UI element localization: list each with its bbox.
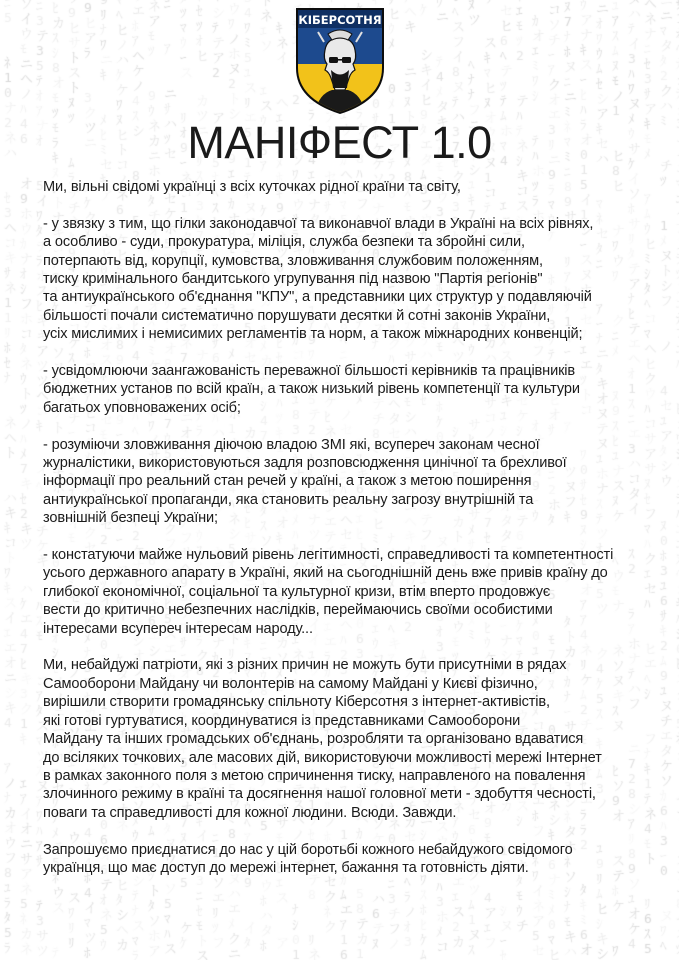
text-line: журналістики, використовуються задля розповсюдження цинічної та брехливої [43, 455, 567, 472]
text-line: інформації про реальний стан речей у країні, а також з метою поширення [43, 473, 532, 490]
text-line: більшості почали систематично порушувати десятки й сотні законів України, [43, 307, 551, 324]
text-line: Майдану та інших громадських об'єднань, розробляти та організовано вдаватися [43, 731, 584, 748]
text-line: Запрошуємо приєднатися до нас у цій боротьбі кожного небайдужого свідомого [43, 841, 573, 858]
text-line: антиукраїнської пропаганди, яка становить реальну загрозу внутрішній та [43, 491, 534, 508]
text-line: глибокої економічної, соціальної та культурної кризи, втім вперто продовжує [43, 583, 551, 600]
text-line: бюджетних установ по всій країн, а також низький рівень компетенції та культури [43, 381, 580, 398]
manifesto-paragraph [43, 841, 675, 878]
manifesto-paragraph [43, 546, 675, 638]
text-line: - розуміючи зловживання діючою владою ЗМІ які, всупереч законам чесної [43, 436, 540, 453]
text-line: багатьох уповноважених осіб; [43, 399, 241, 416]
text-line: до всіляких точкових, але масових дій, використовуючи можливості мережі Інтернет [43, 749, 602, 766]
text-line: усього державного апарату в Україні, який на сьогоднішній день вже привів країну до [43, 565, 608, 582]
text-line: злочинного режиму в країні та досягнення нашої головної мети - здобуття чесності, [43, 786, 596, 803]
text-line: які готові гуртуватися, координуватися із представниками Самооборони [43, 712, 521, 729]
page-title: МАНІФЕСТ 1.0 [187, 117, 492, 168]
text-line: - констатуючи майже нульовий рівень легітимності, справедливості та компетентності [43, 547, 614, 564]
emblem-label: КІБЕРСОТНЯ [298, 13, 382, 27]
text-line: тиску кримінального бандитського угрупування під назвою "Партія регіонів" [43, 271, 543, 288]
text-line: вести до критично небезпечних наслідків, переймаючись своїми особистими [43, 602, 553, 619]
text-line: поваги та справедливості для кожної людини. Всюди. Завжди. [43, 804, 457, 821]
text-line: - у звязку з тим, що гілки законодавчої та виконавчої влади в Україні на всіх рівнях, [43, 215, 594, 232]
text-line: Ми, небайдужі патріоти, які з різних причин не можуть бути присутніми в рядах [43, 657, 567, 674]
text-line: а особливо - суди, прокуратура, міліція, служба безпеки та збройні сили, [43, 234, 525, 251]
text-line: зовнішній безпеці України; [43, 510, 218, 527]
text-line: - усвідомлюючи заангажованість переважної більшості керівників та працівників [43, 363, 575, 380]
text-line: Самооборони Майдану чи волонтерів на самому Майдані у Києві фізично, [43, 675, 538, 692]
text-line: інтересами всупереч інтересам народу... [43, 620, 313, 637]
text-line: потерпають від, корупції, кумовства, зловживання службовим положенням, [43, 252, 543, 269]
text-line: та антиукраїнського об'єднання "КПУ", а представники цих структур у подавляючій [43, 289, 592, 306]
manifesto-paragraph [43, 656, 675, 822]
text-line: Ми, вільні свідомі українці з всіх куточках рідної країни та світу, [43, 179, 461, 195]
manifesto-paragraph [43, 215, 675, 344]
manifesto-paragraph [43, 178, 675, 196]
kibersotnia-shield-emblem [284, 4, 396, 116]
manifesto-body [43, 178, 675, 896]
manifesto-paragraph [43, 362, 675, 417]
text-line: в рамках законного поля з метою спричинення тиску, направленого на повалення [43, 767, 586, 784]
text-line: українця, що має доступ до мережі інтернет, бажання та готовність діяти. [43, 859, 529, 876]
text-line: вирішили створити громадянську спільноту Кіберсотня з інтернет-активістів, [43, 694, 550, 711]
manifesto-paragraph [43, 436, 675, 528]
text-line: усіх мислимих і немисимих регламентів та норм, а також міжнародних конвенцій; [43, 326, 583, 343]
